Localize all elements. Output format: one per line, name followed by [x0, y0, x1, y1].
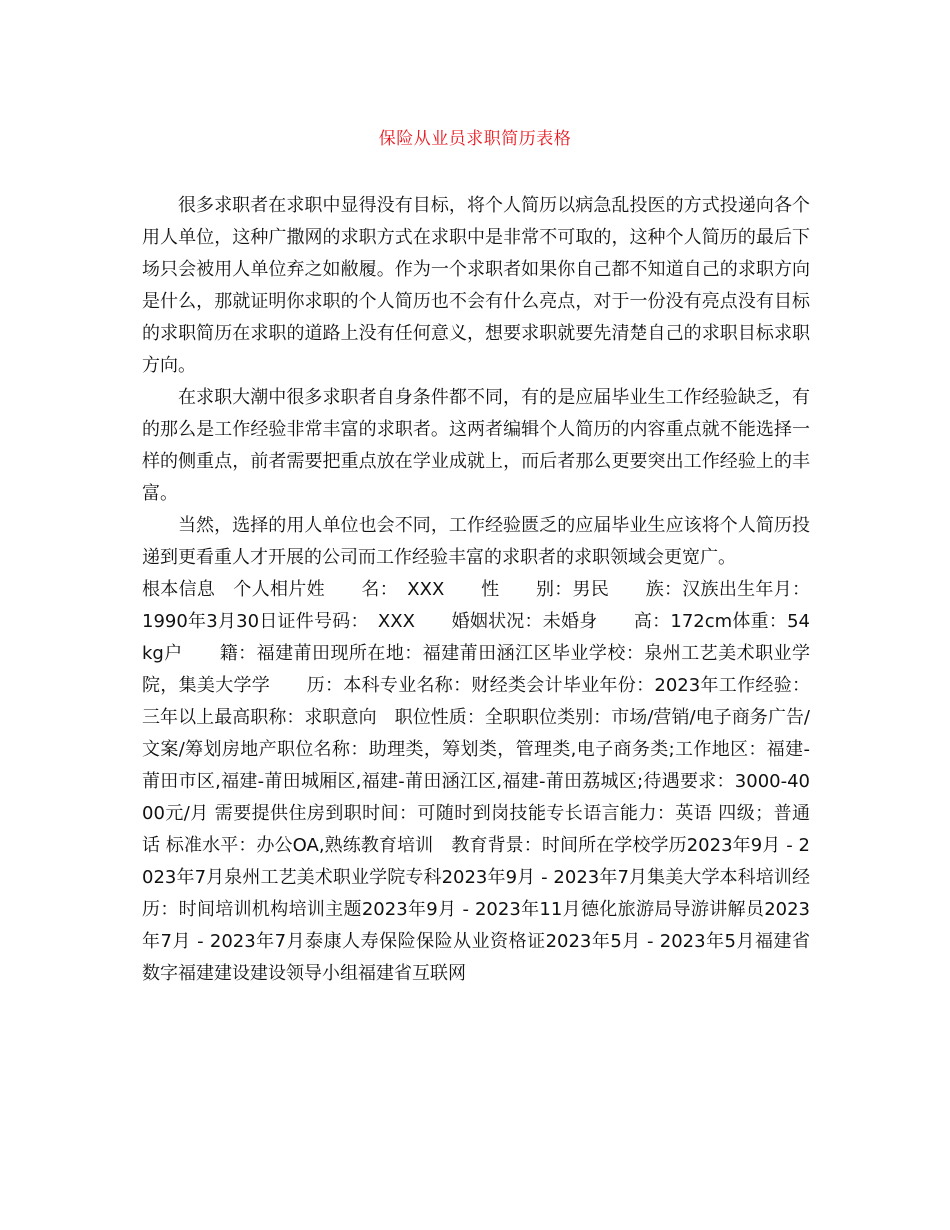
resume-info-block: 根本信息 个人相片姓 名： XXX 性 别：男民 族：汉族出生年月：1990年3月30日证件号码： XXX 婚姻状况：未婚身 高：172cm体重：54kg户 籍：福建莆田现所在地：福建莆田涵江区毕业学校：泉州工艺美术职业学院，集美大学学 历：本科专业名称：财经类会计毕业年份：2023年工作经验：三年以上最高职称：求职意向 职位性质：全职职位类别：市场/营销/电子商务广告/文案/筹划房地产职位名称：助理类，筹划类，管理类,电子商务类;工作地区：福建-莆田市区,福建-莆田城厢区,福建-莆田涵江区,福建-莆田荔城区;待遇要求：3000-4000元/月 需要提供住房到职时间：可随时到岗技能专长语言能力：英语 四级；普通话 标准水平：办公OA,熟练教育培训 教育背景：时间所在学校学历2023年9月 - 2023年7月泉州工艺美术职业学院专科2023年9月 - 2023年7月集美大学本科培训经历：时间培训机构培训主题2023年9月 - 2023年11月德化旅游局导游讲解员2023年7月 - 2023年7月泰康人寿保险保险从业资格证2023年5月 - 2023年5月福建省数字福建建设建设领导小组福建省互联网 [142, 579, 810, 984]
paragraph-1: 很多求职者在求职中显得没有目标，将个人简历以病急乱投医的方式投递向各个用人单位，这种广撒网的求职方式在求职中是非常不可取的，这种个人简历的最后下场只会被用人单位弃之如敝履。作为一个求职者如果你自己都不知道自己的求职方向是什么，那就证明你求职的个人简历也不会有什么亮点，对于一份没有亮点没有目标的求职简历在求职的道路上没有任何意义，想要求职就要先清楚自己的求职目标求职方向。 [142, 195, 810, 376]
document-title: 保险从业员求职简历表格 [378, 129, 572, 149]
paragraph-2: 在求职大潮中很多求职者自身条件都不同，有的是应届毕业生工作经验缺乏，有的那么是工作经验非常丰富的求职者。这两者编辑个人简历的内容重点就不能选择一样的侧重点，前者需要把重点放在学业成就上，而后者那么更要突出工作经验上的丰富。 [142, 387, 810, 504]
document-body [142, 190, 810, 990]
paragraph-3: 当然，选择的用人单位也会不同，工作经验匮乏的应届毕业生应该将个人简历投递到更看重人才开展的公司而工作经验丰富的求职者的求职领域会更宽广。 [142, 515, 810, 568]
